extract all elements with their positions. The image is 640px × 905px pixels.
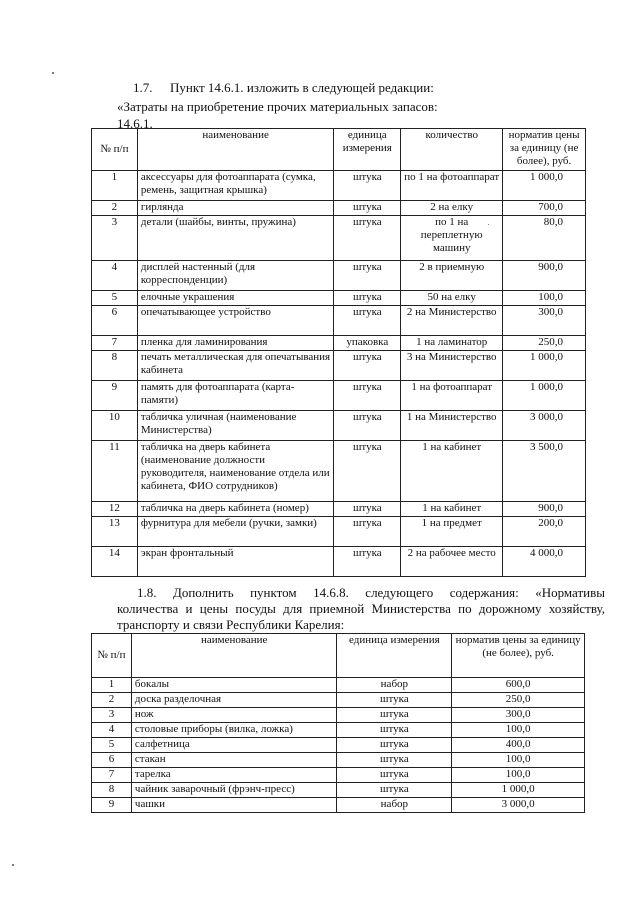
table-row bbox=[92, 517, 586, 547]
row-unit: штука bbox=[337, 693, 452, 708]
row-price: 3 500,0 bbox=[503, 441, 586, 502]
row-num: 1 bbox=[92, 171, 138, 201]
row-num: 7 bbox=[92, 768, 132, 783]
row-name: детали (шайбы, винты, пружина) bbox=[137, 216, 333, 261]
row-price: 300,0 bbox=[503, 306, 586, 336]
row-price: 100,0 bbox=[452, 723, 585, 738]
table-row bbox=[92, 351, 586, 381]
row-name: чашки bbox=[131, 798, 337, 813]
tableware-table bbox=[91, 633, 585, 813]
row-num: 14 bbox=[92, 547, 138, 577]
row-price: 250,0 bbox=[503, 336, 586, 351]
row-num: 2 bbox=[92, 201, 138, 216]
row-price: 100,0 bbox=[452, 753, 585, 768]
table-row bbox=[92, 693, 585, 708]
row-name: нож bbox=[131, 708, 337, 723]
row-num: 5 bbox=[92, 291, 138, 306]
header-unit: единица измерения bbox=[334, 129, 401, 171]
row-qty: 3 на Министерство bbox=[401, 351, 503, 381]
row-unit: штука bbox=[337, 768, 452, 783]
row-price: 80,0 bbox=[503, 216, 586, 261]
table-row bbox=[92, 201, 586, 216]
table-row bbox=[92, 381, 586, 411]
row-num: 6 bbox=[92, 306, 138, 336]
table-row bbox=[92, 171, 586, 201]
row-name: елочные украшения bbox=[137, 291, 333, 306]
row-unit: штука bbox=[334, 547, 401, 577]
table-row bbox=[92, 216, 586, 261]
row-name: память для фотоаппарата (карта-памяти) bbox=[137, 381, 333, 411]
row-num: 9 bbox=[92, 798, 132, 813]
row-num: 6 bbox=[92, 753, 132, 768]
row-num: 7 bbox=[92, 336, 138, 351]
row-price: 200,0 bbox=[503, 517, 586, 547]
row-unit: упаковка bbox=[334, 336, 401, 351]
row-price: 250,0 bbox=[452, 693, 585, 708]
row-unit: штука bbox=[334, 411, 401, 441]
row-qty: 50 на елку bbox=[401, 291, 503, 306]
section-1-8-paragraph bbox=[117, 585, 605, 633]
row-name: стакан bbox=[131, 753, 337, 768]
table-row bbox=[92, 753, 585, 768]
table-row bbox=[92, 708, 585, 723]
row-num: 8 bbox=[92, 351, 138, 381]
row-price: 3 000,0 bbox=[452, 798, 585, 813]
row-price: 1 000,0 bbox=[452, 783, 585, 798]
materials-table bbox=[91, 128, 586, 577]
row-qty: 1 на предмет bbox=[401, 517, 503, 547]
header2-price: норматив цены за единицу (не более), руб. bbox=[452, 634, 585, 678]
row-unit: штука bbox=[334, 291, 401, 306]
row-price: 100,0 bbox=[452, 768, 585, 783]
scan-speck bbox=[488, 224, 489, 225]
row-price: 3 000,0 bbox=[503, 411, 586, 441]
row-name: гирлянда bbox=[137, 201, 333, 216]
row-unit: штука bbox=[334, 306, 401, 336]
row-unit: штука bbox=[334, 351, 401, 381]
row-price: 900,0 bbox=[503, 502, 586, 517]
row-num: 1 bbox=[92, 678, 132, 693]
table-row bbox=[92, 261, 586, 291]
section-1-7-number: 1.7. bbox=[133, 80, 153, 95]
section-1-8-line1: 1.8. Дополнить пунктом 14.6.8. следующего содержания: «Нормативы bbox=[137, 585, 605, 600]
table-row bbox=[92, 411, 586, 441]
row-name: печать металлическая для опечатывания кабинета bbox=[137, 351, 333, 381]
header2-unit: единица измерения bbox=[337, 634, 452, 678]
table-row bbox=[92, 547, 586, 577]
row-name: опечатывающее устройство bbox=[137, 306, 333, 336]
row-name: доска разделочная bbox=[131, 693, 337, 708]
row-num: 4 bbox=[92, 261, 138, 291]
row-price: 300,0 bbox=[452, 708, 585, 723]
table-row bbox=[92, 678, 585, 693]
row-qty: 2 на елку bbox=[401, 201, 503, 216]
row-qty: 1 на ламинатор bbox=[401, 336, 503, 351]
section-1-7-text: Пункт 14.6.1. изложить в следующей редакции: bbox=[170, 80, 434, 95]
row-unit: штука bbox=[337, 708, 452, 723]
row-num: 4 bbox=[92, 723, 132, 738]
row-qty: 1 на Министерство bbox=[401, 411, 503, 441]
table-row bbox=[92, 738, 585, 753]
row-price: 1 000,0 bbox=[503, 381, 586, 411]
table-row bbox=[92, 768, 585, 783]
row-num: 12 bbox=[92, 502, 138, 517]
row-num: 10 bbox=[92, 411, 138, 441]
table-row bbox=[92, 306, 586, 336]
row-num: 8 bbox=[92, 783, 132, 798]
scan-speck bbox=[12, 864, 14, 866]
row-price: 900,0 bbox=[503, 261, 586, 291]
row-unit: штука bbox=[337, 738, 452, 753]
row-price: 700,0 bbox=[503, 201, 586, 216]
row-num: 2 bbox=[92, 693, 132, 708]
table-row bbox=[92, 783, 585, 798]
row-name: чайник заварочный (фрэнч-пресс) bbox=[131, 783, 337, 798]
table-row bbox=[92, 723, 585, 738]
row-unit: штука bbox=[337, 783, 452, 798]
row-qty: 2 в приемную bbox=[401, 261, 503, 291]
section-1-7-quote-line1: «Затраты на приобретение прочих материальных запасов: bbox=[117, 99, 438, 114]
row-price: 1 000,0 bbox=[503, 351, 586, 381]
row-price: 4 000,0 bbox=[503, 547, 586, 577]
section-1-8-line3: транспорту и связи Республики Карелия: bbox=[117, 617, 345, 632]
header2-name: наименование bbox=[131, 634, 337, 678]
header-qty: количество bbox=[401, 129, 503, 171]
header-num: № п/п bbox=[92, 129, 138, 171]
row-unit: штука bbox=[334, 261, 401, 291]
row-price: 1 000,0 bbox=[503, 171, 586, 201]
row-name: дисплей настенный (для корреспонденции) bbox=[137, 261, 333, 291]
row-num: 13 bbox=[92, 517, 138, 547]
scan-speck bbox=[52, 72, 54, 74]
header-price: норматив цены за единицу (не более), руб. bbox=[503, 129, 586, 171]
row-price: 100,0 bbox=[503, 291, 586, 306]
table-row bbox=[92, 798, 585, 813]
row-unit: штука bbox=[334, 171, 401, 201]
row-unit: штука bbox=[334, 517, 401, 547]
row-num: 3 bbox=[92, 216, 138, 261]
row-qty: по 1 на переплетную машину bbox=[401, 216, 503, 261]
row-name: табличка уличная (наименование Министерства) bbox=[137, 411, 333, 441]
row-unit: штука bbox=[334, 381, 401, 411]
table-row bbox=[92, 502, 586, 517]
row-price: 400,0 bbox=[452, 738, 585, 753]
row-unit: штука bbox=[334, 441, 401, 502]
section-1-7-heading bbox=[133, 80, 434, 96]
table-row bbox=[92, 441, 586, 502]
row-name: табличка на дверь кабинета (наименование должности руководителя, наименование отдела или кабинета, ФИО сотрудников) bbox=[137, 441, 333, 502]
row-unit: штука bbox=[334, 502, 401, 517]
row-unit: набор bbox=[337, 678, 452, 693]
row-name: столовые приборы (вилка, ложка) bbox=[131, 723, 337, 738]
row-name: табличка на дверь кабинета (номер) bbox=[137, 502, 333, 517]
row-num: 5 bbox=[92, 738, 132, 753]
table-row bbox=[92, 336, 586, 351]
row-name: фурнитура для мебели (ручки, замки) bbox=[137, 517, 333, 547]
row-name: тарелка bbox=[131, 768, 337, 783]
row-unit: штука bbox=[334, 201, 401, 216]
row-name: пленка для ламинирования bbox=[137, 336, 333, 351]
row-unit: штука bbox=[337, 723, 452, 738]
section-1-7-quote-line2: 14.6.1. bbox=[117, 116, 153, 131]
row-name: салфетница bbox=[131, 738, 337, 753]
row-qty: 1 на кабинет bbox=[401, 502, 503, 517]
row-name: бокалы bbox=[131, 678, 337, 693]
row-unit: штука bbox=[334, 216, 401, 261]
header-name: наименование bbox=[137, 129, 333, 171]
row-qty: 2 на Министерство bbox=[401, 306, 503, 336]
row-unit: набор bbox=[337, 798, 452, 813]
row-qty: 1 на кабинет bbox=[401, 441, 503, 502]
row-price: 600,0 bbox=[452, 678, 585, 693]
row-qty: 1 на фотоаппарат bbox=[401, 381, 503, 411]
row-num: 9 bbox=[92, 381, 138, 411]
row-num: 3 bbox=[92, 708, 132, 723]
row-name: аксессуары для фотоаппарата (сумка, ремень, защитная крышка) bbox=[137, 171, 333, 201]
row-name: экран фронтальный bbox=[137, 547, 333, 577]
row-unit: штука bbox=[337, 753, 452, 768]
row-qty: по 1 на фотоаппарат bbox=[401, 171, 503, 201]
row-num: 11 bbox=[92, 441, 138, 502]
section-1-8-line2: количества и цены посуды для приемной Министерства по дорожному хозяйству, bbox=[117, 601, 605, 616]
table-row bbox=[92, 291, 586, 306]
header2-num: № п/п bbox=[92, 634, 132, 678]
row-qty: 2 на рабочее место bbox=[401, 547, 503, 577]
